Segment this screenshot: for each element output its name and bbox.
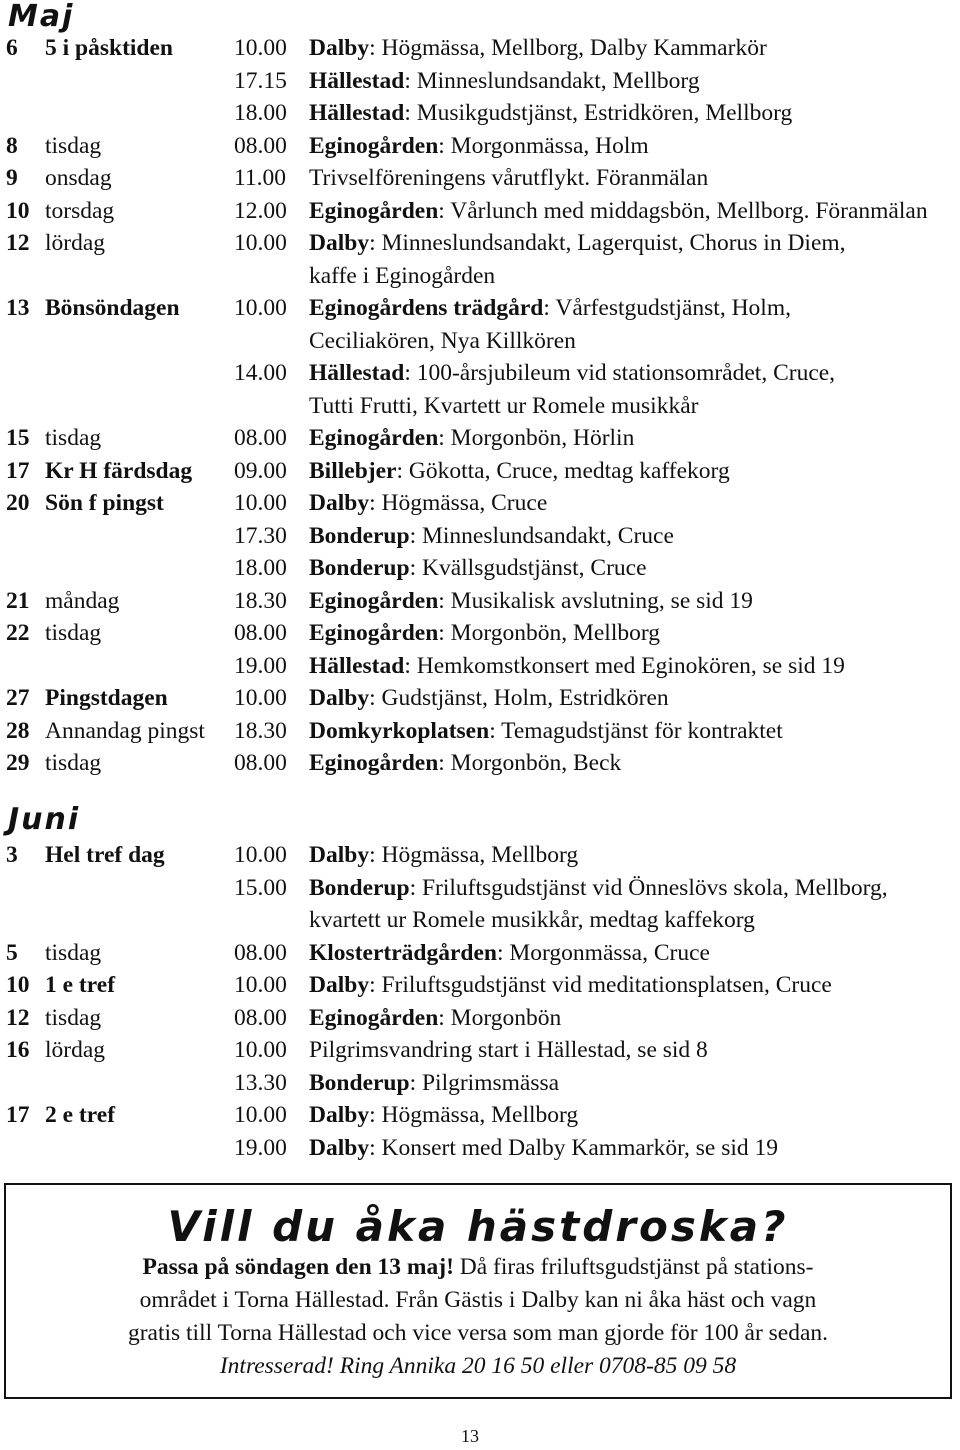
entry-text: : Konsert med Dalby Kammarkör, se sid 19 bbox=[369, 1134, 778, 1161]
entry-text: : Gökotta, Cruce, medtag kaffekorg bbox=[396, 457, 730, 484]
schedule-entry bbox=[6, 747, 960, 780]
entry-time: 19.00 bbox=[234, 652, 287, 679]
entry-date: 10 bbox=[6, 197, 30, 224]
schedule-entry bbox=[6, 1034, 960, 1067]
entry-text: : Morgonbön, Mellborg bbox=[438, 620, 661, 646]
entry-date: 28 bbox=[6, 717, 30, 744]
entry-weekday: tisdag bbox=[45, 132, 102, 159]
entry-place: Hällestad bbox=[309, 100, 405, 126]
schedule-entry bbox=[6, 227, 960, 260]
schedule-entry bbox=[6, 357, 960, 390]
entry-time: 13.30 bbox=[234, 1069, 287, 1096]
entry-description bbox=[309, 747, 621, 780]
entry-date: 20 bbox=[6, 490, 30, 516]
entry-description bbox=[309, 650, 845, 683]
entry-date: 3 bbox=[6, 842, 18, 868]
schedule-june bbox=[6, 839, 960, 1164]
entry-time: 17.30 bbox=[234, 522, 287, 549]
entry-weekday: tisdag bbox=[45, 939, 102, 966]
entry-place: Hällestad bbox=[309, 360, 405, 386]
entry-place: Dalby bbox=[309, 35, 370, 61]
entry-text: : Minneslundsandakt, Lagerquist, Chorus in Diem, bbox=[369, 230, 846, 256]
entry-text: Pilgrimsvandring start i Hällestad, se sid 8 bbox=[309, 1037, 708, 1063]
entry-time: 08.00 bbox=[234, 1004, 287, 1031]
schedule-entry bbox=[6, 585, 960, 618]
entry-time: 12.00 bbox=[234, 197, 287, 224]
entry-place: Eginogården bbox=[309, 620, 439, 646]
schedule-entry bbox=[6, 552, 960, 585]
entry-time: 11.00 bbox=[234, 165, 287, 191]
entry-description bbox=[309, 1067, 559, 1100]
entry-description bbox=[309, 937, 710, 970]
entry-description bbox=[309, 357, 835, 390]
entry-time: 08.00 bbox=[234, 132, 287, 159]
entry-date: 12 bbox=[6, 1004, 30, 1031]
entry-place: Eginogården bbox=[309, 425, 439, 451]
notice-line: gratis till Torna Hällestad och vice versa som man gjorde för 100 år sedan. bbox=[127, 1320, 829, 1346]
entry-description bbox=[309, 1132, 778, 1165]
entry-description bbox=[309, 292, 791, 325]
entry-description bbox=[309, 32, 767, 65]
entry-date: 17 bbox=[6, 457, 30, 484]
schedule-entry bbox=[6, 1002, 960, 1035]
entry-weekday: 2 e tref bbox=[45, 1102, 116, 1128]
notice-line bbox=[6, 1251, 950, 1284]
entry-place: Dalby bbox=[309, 972, 370, 998]
entry-description bbox=[309, 617, 660, 650]
month-heading-may: Maj bbox=[8, 0, 75, 34]
entry-place: Dalby bbox=[309, 490, 370, 516]
schedule-entry bbox=[6, 937, 960, 970]
entry-description bbox=[309, 1099, 578, 1132]
entry-place: Dalby bbox=[309, 1134, 370, 1161]
schedule-entry bbox=[6, 1132, 960, 1165]
entry-description bbox=[309, 585, 753, 618]
schedule-entry-continuation bbox=[6, 325, 960, 358]
schedule-entry-continuation bbox=[6, 260, 960, 293]
schedule-entry bbox=[6, 292, 960, 325]
entry-time: 08.00 bbox=[234, 425, 287, 451]
schedule-entry bbox=[6, 715, 960, 748]
entry-description bbox=[309, 65, 700, 98]
entry-place: Domkyrkoplatsen bbox=[309, 717, 490, 744]
entry-weekday: lördag bbox=[45, 230, 106, 256]
entry-text: Trivselföreningens vårutflykt. Föranmälan bbox=[309, 165, 709, 191]
entry-time: 18.30 bbox=[234, 717, 287, 744]
notice-text: Då firas friluftsgudstjänst på stations- bbox=[453, 1254, 814, 1280]
entry-text: : Musikalisk avslutning, se sid 19 bbox=[438, 587, 753, 614]
entry-text: : Minneslundsandakt, Cruce bbox=[409, 522, 674, 549]
entry-description bbox=[309, 552, 647, 585]
entry-place: Billebjer bbox=[309, 457, 397, 484]
entry-text: : Högmässa, Mellborg bbox=[369, 1102, 579, 1128]
entry-text: : Temagudstjänst för kontraktet bbox=[489, 717, 783, 744]
schedule-entry bbox=[6, 195, 960, 228]
schedule-entry-continuation bbox=[6, 390, 960, 423]
schedule-entry bbox=[6, 487, 960, 520]
schedule-entry bbox=[6, 650, 960, 683]
schedule-entry bbox=[6, 682, 960, 715]
horse-carriage-notice bbox=[4, 1183, 952, 1399]
entry-time: 18.30 bbox=[234, 587, 287, 614]
entry-place: Hällestad bbox=[309, 652, 405, 679]
entry-weekday: Kr H färdsdag bbox=[45, 457, 193, 484]
schedule-entry bbox=[6, 520, 960, 553]
month-heading-june: Juni bbox=[8, 802, 81, 837]
entry-weekday: tisdag bbox=[45, 1004, 102, 1031]
entry-text: : Musikgudstjänst, Estridkören, Mellborg bbox=[404, 100, 793, 126]
schedule-may bbox=[6, 32, 960, 780]
entry-date: 27 bbox=[6, 685, 30, 711]
entry-time: 10.00 bbox=[234, 842, 287, 868]
entry-description bbox=[309, 715, 783, 748]
entry-place: Hällestad bbox=[309, 67, 405, 94]
entry-place: Eginogårdens trädgård bbox=[309, 295, 544, 321]
entry-text: : Vårfestgudstjänst, Holm, bbox=[543, 295, 791, 321]
entry-description bbox=[309, 487, 547, 520]
entry-text: : Hemkomstkonsert med Eginokören, se sid 19 bbox=[404, 652, 845, 679]
entry-weekday: Pingstdagen bbox=[45, 685, 168, 711]
schedule-entry bbox=[6, 422, 960, 455]
entry-weekday: tisdag bbox=[45, 620, 102, 646]
entry-weekday: torsdag bbox=[45, 197, 115, 224]
entry-text: : Högmässa, Mellborg bbox=[369, 842, 579, 868]
entry-time: 14.00 bbox=[234, 360, 287, 386]
entry-description bbox=[309, 839, 578, 872]
entry-text: : Högmässa, Cruce bbox=[369, 490, 548, 516]
entry-date: 17 bbox=[6, 1102, 30, 1128]
entry-description bbox=[309, 1002, 561, 1035]
entry-weekday: 1 e tref bbox=[45, 972, 116, 998]
entry-text: : Morgonbön bbox=[438, 1004, 562, 1031]
entry-description bbox=[309, 969, 832, 1002]
entry-time: 18.00 bbox=[234, 555, 287, 581]
entry-text: : Morgonmässa, Cruce bbox=[496, 939, 710, 966]
entry-time: 10.00 bbox=[234, 230, 287, 256]
entry-description bbox=[309, 97, 792, 130]
entry-text: : Vårlunch med middagsbön, Mellborg. Föranmälan bbox=[438, 197, 928, 224]
entry-description bbox=[309, 872, 888, 905]
entry-time: 10.00 bbox=[234, 685, 287, 711]
entry-date: 21 bbox=[6, 587, 30, 614]
entry-time: 10.00 bbox=[234, 1037, 287, 1063]
entry-weekday: Bönsöndagen bbox=[45, 295, 180, 321]
entry-description bbox=[309, 520, 674, 553]
entry-date: 8 bbox=[6, 132, 18, 159]
entry-description bbox=[309, 682, 669, 715]
entry-place: Klosterträdgården bbox=[309, 939, 497, 966]
entry-place: Bonderup bbox=[309, 555, 410, 581]
entry-text: : Gudstjänst, Holm, Estridkören bbox=[369, 685, 669, 711]
entry-weekday: tisdag bbox=[45, 425, 102, 451]
entry-date: 12 bbox=[6, 230, 30, 256]
entry-date: 6 bbox=[6, 35, 18, 61]
page-number: 13 bbox=[461, 1426, 479, 1446]
schedule-entry bbox=[6, 1067, 960, 1100]
entry-text-continued: Tutti Frutti, Kvartett ur Romele musikkår bbox=[309, 392, 699, 419]
entry-time: 10.00 bbox=[234, 490, 287, 516]
entry-weekday: måndag bbox=[45, 587, 120, 614]
entry-time: 08.00 bbox=[234, 939, 287, 966]
entry-place: Bonderup bbox=[309, 522, 410, 549]
entry-description bbox=[309, 455, 730, 488]
entry-time: 10.00 bbox=[234, 972, 287, 998]
notice-highlight: Passa på söndagen den 13 maj! bbox=[142, 1254, 454, 1280]
entry-place: Dalby bbox=[309, 842, 370, 868]
schedule-entry bbox=[6, 65, 960, 98]
entry-weekday: lördag bbox=[45, 1037, 106, 1063]
entry-description bbox=[309, 422, 634, 455]
schedule-entry bbox=[6, 455, 960, 488]
entry-weekday: 5 i påsktiden bbox=[45, 35, 173, 61]
entry-text-continued: kvartett ur Romele musikkår, medtag kaffekorg bbox=[309, 907, 755, 933]
entry-text: : Morgonmässa, Holm bbox=[438, 132, 649, 159]
entry-date: 16 bbox=[6, 1037, 30, 1063]
entry-place: Eginogården bbox=[309, 1004, 439, 1031]
entry-place: Bonderup bbox=[309, 874, 410, 901]
entry-description bbox=[309, 227, 846, 260]
entry-place: Eginogården bbox=[309, 132, 439, 159]
entry-weekday: Sön f pingst bbox=[45, 490, 164, 516]
entry-time: 19.00 bbox=[234, 1134, 287, 1161]
schedule-entry-continuation bbox=[6, 904, 960, 937]
entry-time: 10.00 bbox=[234, 295, 287, 321]
notice-heading: Vill du åka hästdroska? bbox=[167, 1202, 789, 1251]
entry-date: 10 bbox=[6, 972, 30, 998]
entry-description bbox=[309, 195, 928, 228]
entry-text: : Morgonbön, Beck bbox=[438, 750, 622, 776]
schedule-entry bbox=[6, 839, 960, 872]
entry-time: 15.00 bbox=[234, 874, 287, 901]
entry-text: : Minneslundsandakt, Mellborg bbox=[404, 67, 700, 94]
entry-weekday: onsdag bbox=[45, 165, 112, 191]
entry-date: 22 bbox=[6, 620, 30, 646]
entry-text: : Kvällsgudstjänst, Cruce bbox=[409, 555, 647, 581]
entry-place: Eginogården bbox=[309, 587, 439, 614]
schedule-entry bbox=[6, 617, 960, 650]
entry-time: 18.00 bbox=[234, 100, 287, 126]
entry-date: 15 bbox=[6, 425, 30, 451]
entry-text: : Morgonbön, Hörlin bbox=[438, 425, 635, 451]
entry-place: Dalby bbox=[309, 1102, 370, 1128]
schedule-entry bbox=[6, 969, 960, 1002]
entry-place: Bonderup bbox=[309, 1069, 410, 1096]
entry-weekday: Annandag pingst bbox=[45, 717, 205, 744]
entry-place: Dalby bbox=[309, 685, 370, 711]
entry-text: : Friluftsgudstjänst vid meditationsplatsen, Cruce bbox=[369, 972, 832, 998]
entry-date: 5 bbox=[6, 939, 18, 966]
entry-text: : Friluftsgudstjänst vid Önneslövs skola, Mellborg, bbox=[409, 874, 888, 901]
entry-time: 10.00 bbox=[234, 35, 287, 61]
entry-place: Eginogården bbox=[309, 197, 439, 224]
entry-weekday: Hel tref dag bbox=[45, 842, 165, 868]
entry-date: 9 bbox=[6, 165, 18, 191]
schedule-entry bbox=[6, 1099, 960, 1132]
entry-time: 08.00 bbox=[234, 620, 287, 646]
schedule-entry bbox=[6, 32, 960, 65]
entry-time: 08.00 bbox=[234, 750, 287, 776]
entry-text: : Pilgrimsmässa bbox=[409, 1069, 560, 1096]
entry-description bbox=[309, 1034, 708, 1067]
entry-text-continued: Ceciliakören, Nya Killkören bbox=[309, 327, 576, 354]
entry-time: 09.00 bbox=[234, 457, 287, 484]
entry-place: Dalby bbox=[309, 230, 370, 256]
schedule-entry bbox=[6, 872, 960, 905]
entry-weekday: tisdag bbox=[45, 750, 102, 776]
entry-text: : Högmässa, Mellborg, Dalby Kammarkör bbox=[369, 35, 767, 61]
entry-time: 10.00 bbox=[234, 1102, 287, 1128]
schedule-entry bbox=[6, 130, 960, 163]
notice-contact: Intresserad! Ring Annika 20 16 50 eller 0708-85 09 58 bbox=[219, 1353, 737, 1379]
entry-description bbox=[309, 162, 708, 195]
entry-description bbox=[309, 130, 649, 163]
entry-place: Eginogården bbox=[309, 750, 439, 776]
schedule-entry bbox=[6, 97, 960, 130]
entry-date: 29 bbox=[6, 750, 30, 776]
entry-date: 13 bbox=[6, 295, 30, 321]
schedule-entry bbox=[6, 162, 960, 195]
notice-line: området i Torna Hällestad. Från Gästis i Dalby kan ni åka häst och vagn bbox=[139, 1287, 817, 1313]
entry-time: 17.15 bbox=[234, 67, 287, 94]
entry-text-continued: kaffe i Eginogården bbox=[309, 262, 496, 289]
entry-text: : 100-årsjubileum vid stationsområdet, Cruce, bbox=[404, 360, 836, 386]
